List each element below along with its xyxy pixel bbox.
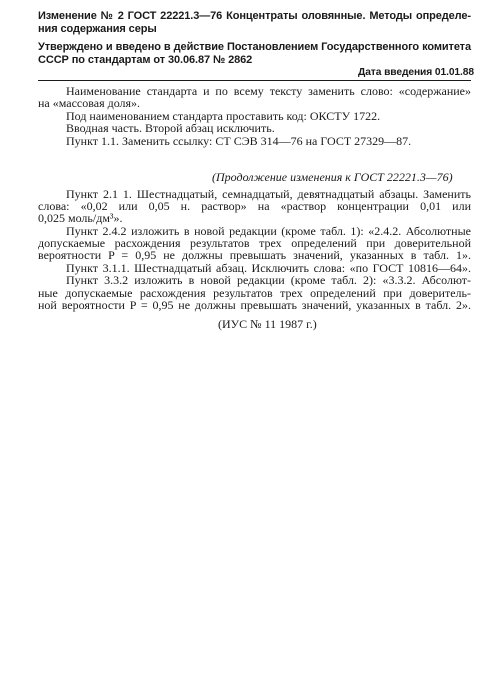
body2-line-9: ные допускаемые расхождения результатов трех определений при доверитель-	[38, 286, 471, 300]
approval-line-2: СССР по стандартам от 30.06.87 № 2862	[38, 54, 253, 66]
body2-line-7: Пункт 3.1.1. Шестнадцатый абзац. Исключить слова: «по ГОСТ 10816—64».	[66, 261, 471, 275]
body2-line-8: Пункт 3.3.2 изложить в новой редакции (кроме табл. 2): «3.3.2. Абсолют-	[66, 273, 471, 287]
body1-line-5: Пункт 1.1. Заменить ссылку: СТ СЭВ 314—76 на ГОСТ 27329—87.	[66, 134, 412, 148]
body2-line-1: Пункт 2.1 1. Шестнадцатый, семнадцатый, девятнадцатый абзацы. Заменить	[66, 187, 471, 201]
body1-line-2: на «массовая доля».	[38, 96, 141, 110]
header-divider	[38, 80, 471, 81]
change-title-line-1: Изменение № 2 ГОСТ 22221.3—76 Концентраты оловянные. Методы определе-	[38, 10, 471, 22]
body2-line-2: слова: «0,02 или 0,05 н. раствор» на «раствор концентрации 0,01 или	[38, 199, 471, 213]
approval-line-1: Утверждено и введено в действие Постановлением Государственного комитета	[38, 41, 471, 53]
body1-line-4: Вводная часть. Второй абзац исключить.	[66, 121, 275, 135]
body1-line-1: Наименование стандарта и по всему тексту заменить слово: «содержание»	[66, 84, 471, 98]
body1-line-3: Под наименованием стандарта проставить код: ОКСТУ 1722.	[66, 109, 381, 123]
body2-line-5: допускаемые расхождения результатов трех определений при доверительной	[38, 236, 471, 250]
change-title-line-2: ния содержания серы	[38, 23, 157, 35]
body2-line-4: Пункт 2.4.2 изложить в новой редакции (кроме табл. 1): «2.4.2. Абсолютные	[66, 224, 471, 238]
continuation-heading: (Продолжение изменения к ГОСТ 22221.3—76)	[212, 170, 453, 184]
source-reference: (ИУС № 11 1987 г.)	[218, 317, 317, 331]
body2-line-3: 0,025 моль/дм³».	[38, 211, 123, 225]
effective-date: Дата введения 01.01.88	[358, 67, 474, 78]
body2-line-6: вероятности P = 0,95 не должны превышать значений, указанных в табл. 1».	[38, 248, 471, 262]
body2-line-10: ной вероятности P = 0,95 не должны превышать значений, указанных в табл. 2».	[38, 298, 471, 312]
